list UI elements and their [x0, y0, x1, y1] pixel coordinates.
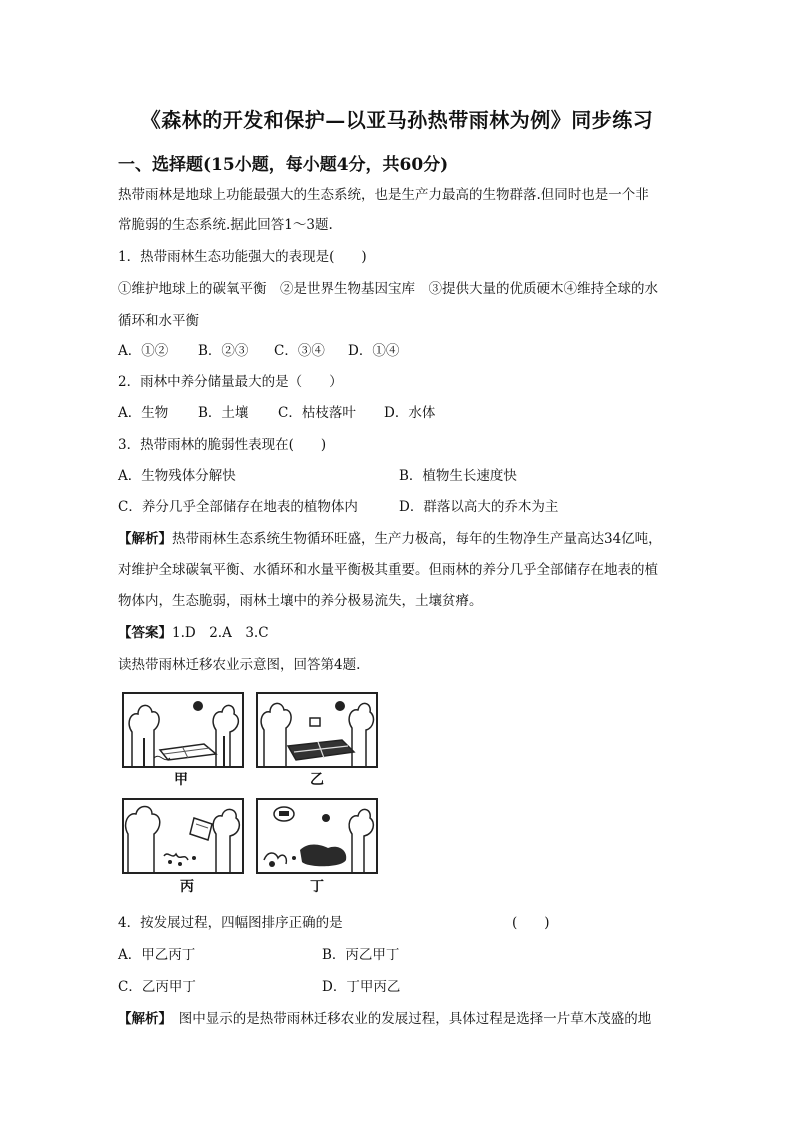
q1-option-b: B．②③: [198, 343, 249, 359]
analysis-2-label: 【解析】: [118, 1011, 166, 1027]
figure-ding-drawing: [258, 800, 376, 872]
q4-option-b: B．丙乙甲丁: [322, 947, 400, 963]
q2-option-c: C．枯枝落叶: [278, 405, 356, 421]
figure-label-ding: 丁: [310, 879, 324, 895]
figure-label-jia: 甲: [174, 772, 188, 788]
q2-option-b: B．土壤: [198, 405, 249, 421]
figure-bing: [122, 798, 244, 874]
figure-label-bing: 丙: [180, 879, 194, 895]
intro-line-2: 常脆弱的生态系统.据此回答1～3题.: [118, 217, 333, 233]
q3-option-d: D．群落以高大的乔木为主: [399, 499, 559, 515]
q4-stem: 4．按发展过程，四幅图排序正确的是: [118, 915, 343, 931]
analysis-2: [118, 1010, 651, 1028]
analysis-1-text-1: 热带雨林生态系统生物循环旺盛，生产力极高，每年的生物净生产量高达34亿吨，: [172, 531, 662, 547]
answer-label: 【答案】: [118, 625, 172, 641]
figure-jia: [122, 692, 244, 768]
q1-option-a: A．①②: [118, 343, 169, 359]
q3-option-c: C．养分几乎全部储存在地表的植物体内: [118, 499, 358, 515]
q2-stem: 2．雨林中养分储量最大的是（ ）: [118, 374, 343, 390]
intro-line-1: 热带雨林是地球上功能最强大的生态系统，也是生产力最高的生物群落.但同时也是一个非: [118, 187, 649, 203]
answer-1: [118, 624, 269, 642]
q3-option-a: A．生物残体分解快: [118, 468, 236, 484]
figure-ding: [256, 798, 378, 874]
page-title: 《森林的开发和保护—以亚马孙热带雨林为例》同步练习: [140, 108, 654, 132]
analysis-1-label: 【解析】: [118, 531, 172, 547]
q3-option-b: B．植物生长速度快: [399, 468, 517, 484]
q3-stem: 3．热带雨林的脆弱性表现在( ): [118, 437, 327, 453]
q1-stem: 1．热带雨林生态功能强大的表现是( ): [118, 249, 367, 265]
figure-bing-drawing: [124, 800, 242, 872]
figure-jia-drawing: [124, 694, 242, 766]
read-instruction: 读热带雨林迁移农业示意图，回答第4题.: [118, 657, 361, 673]
section-heading: 一、选择题(15小题，每小题4分，共60分): [118, 155, 449, 175]
q4-option-d: D．丁甲丙乙: [322, 979, 401, 995]
analysis-1-line-1: [118, 530, 662, 548]
q2-option-a: A．生物: [118, 405, 169, 421]
q1-option-c: C．③④: [274, 343, 325, 359]
answer-text: 1.D 2.A 3.C: [172, 625, 269, 641]
figure-label-yi: 乙: [310, 772, 324, 788]
q1-option-d: D．①④: [348, 343, 400, 359]
analysis-2-text: 图中显示的是热带雨林迁移农业的发展过程，具体过程是选择一片草木茂盛的地: [165, 1011, 652, 1027]
q1-statement-2: 循环和水平衡: [118, 313, 199, 329]
q1-statement-1: ①维护地球上的碳氧平衡 ②是世界生物基因宝库 ③提供大量的优质硬木④维持全球的水: [118, 281, 658, 297]
q4-option-a: A．甲乙丙丁: [118, 947, 196, 963]
analysis-1-line-2: 对维护全球碳氧平衡、水循环和水量平衡极其重要。但雨林的养分几乎全部储存在地表的植: [118, 562, 658, 578]
figure-yi-drawing: [258, 694, 376, 766]
analysis-1-line-3: 物体内，生态脆弱，雨林土壤中的养分极易流失，土壤贫瘠。: [118, 593, 483, 609]
q2-option-d: D．水体: [384, 405, 436, 421]
figure-yi: [256, 692, 378, 768]
q4-answer-paren: ( ): [512, 915, 550, 931]
q4-option-c: C．乙丙甲丁: [118, 979, 196, 995]
